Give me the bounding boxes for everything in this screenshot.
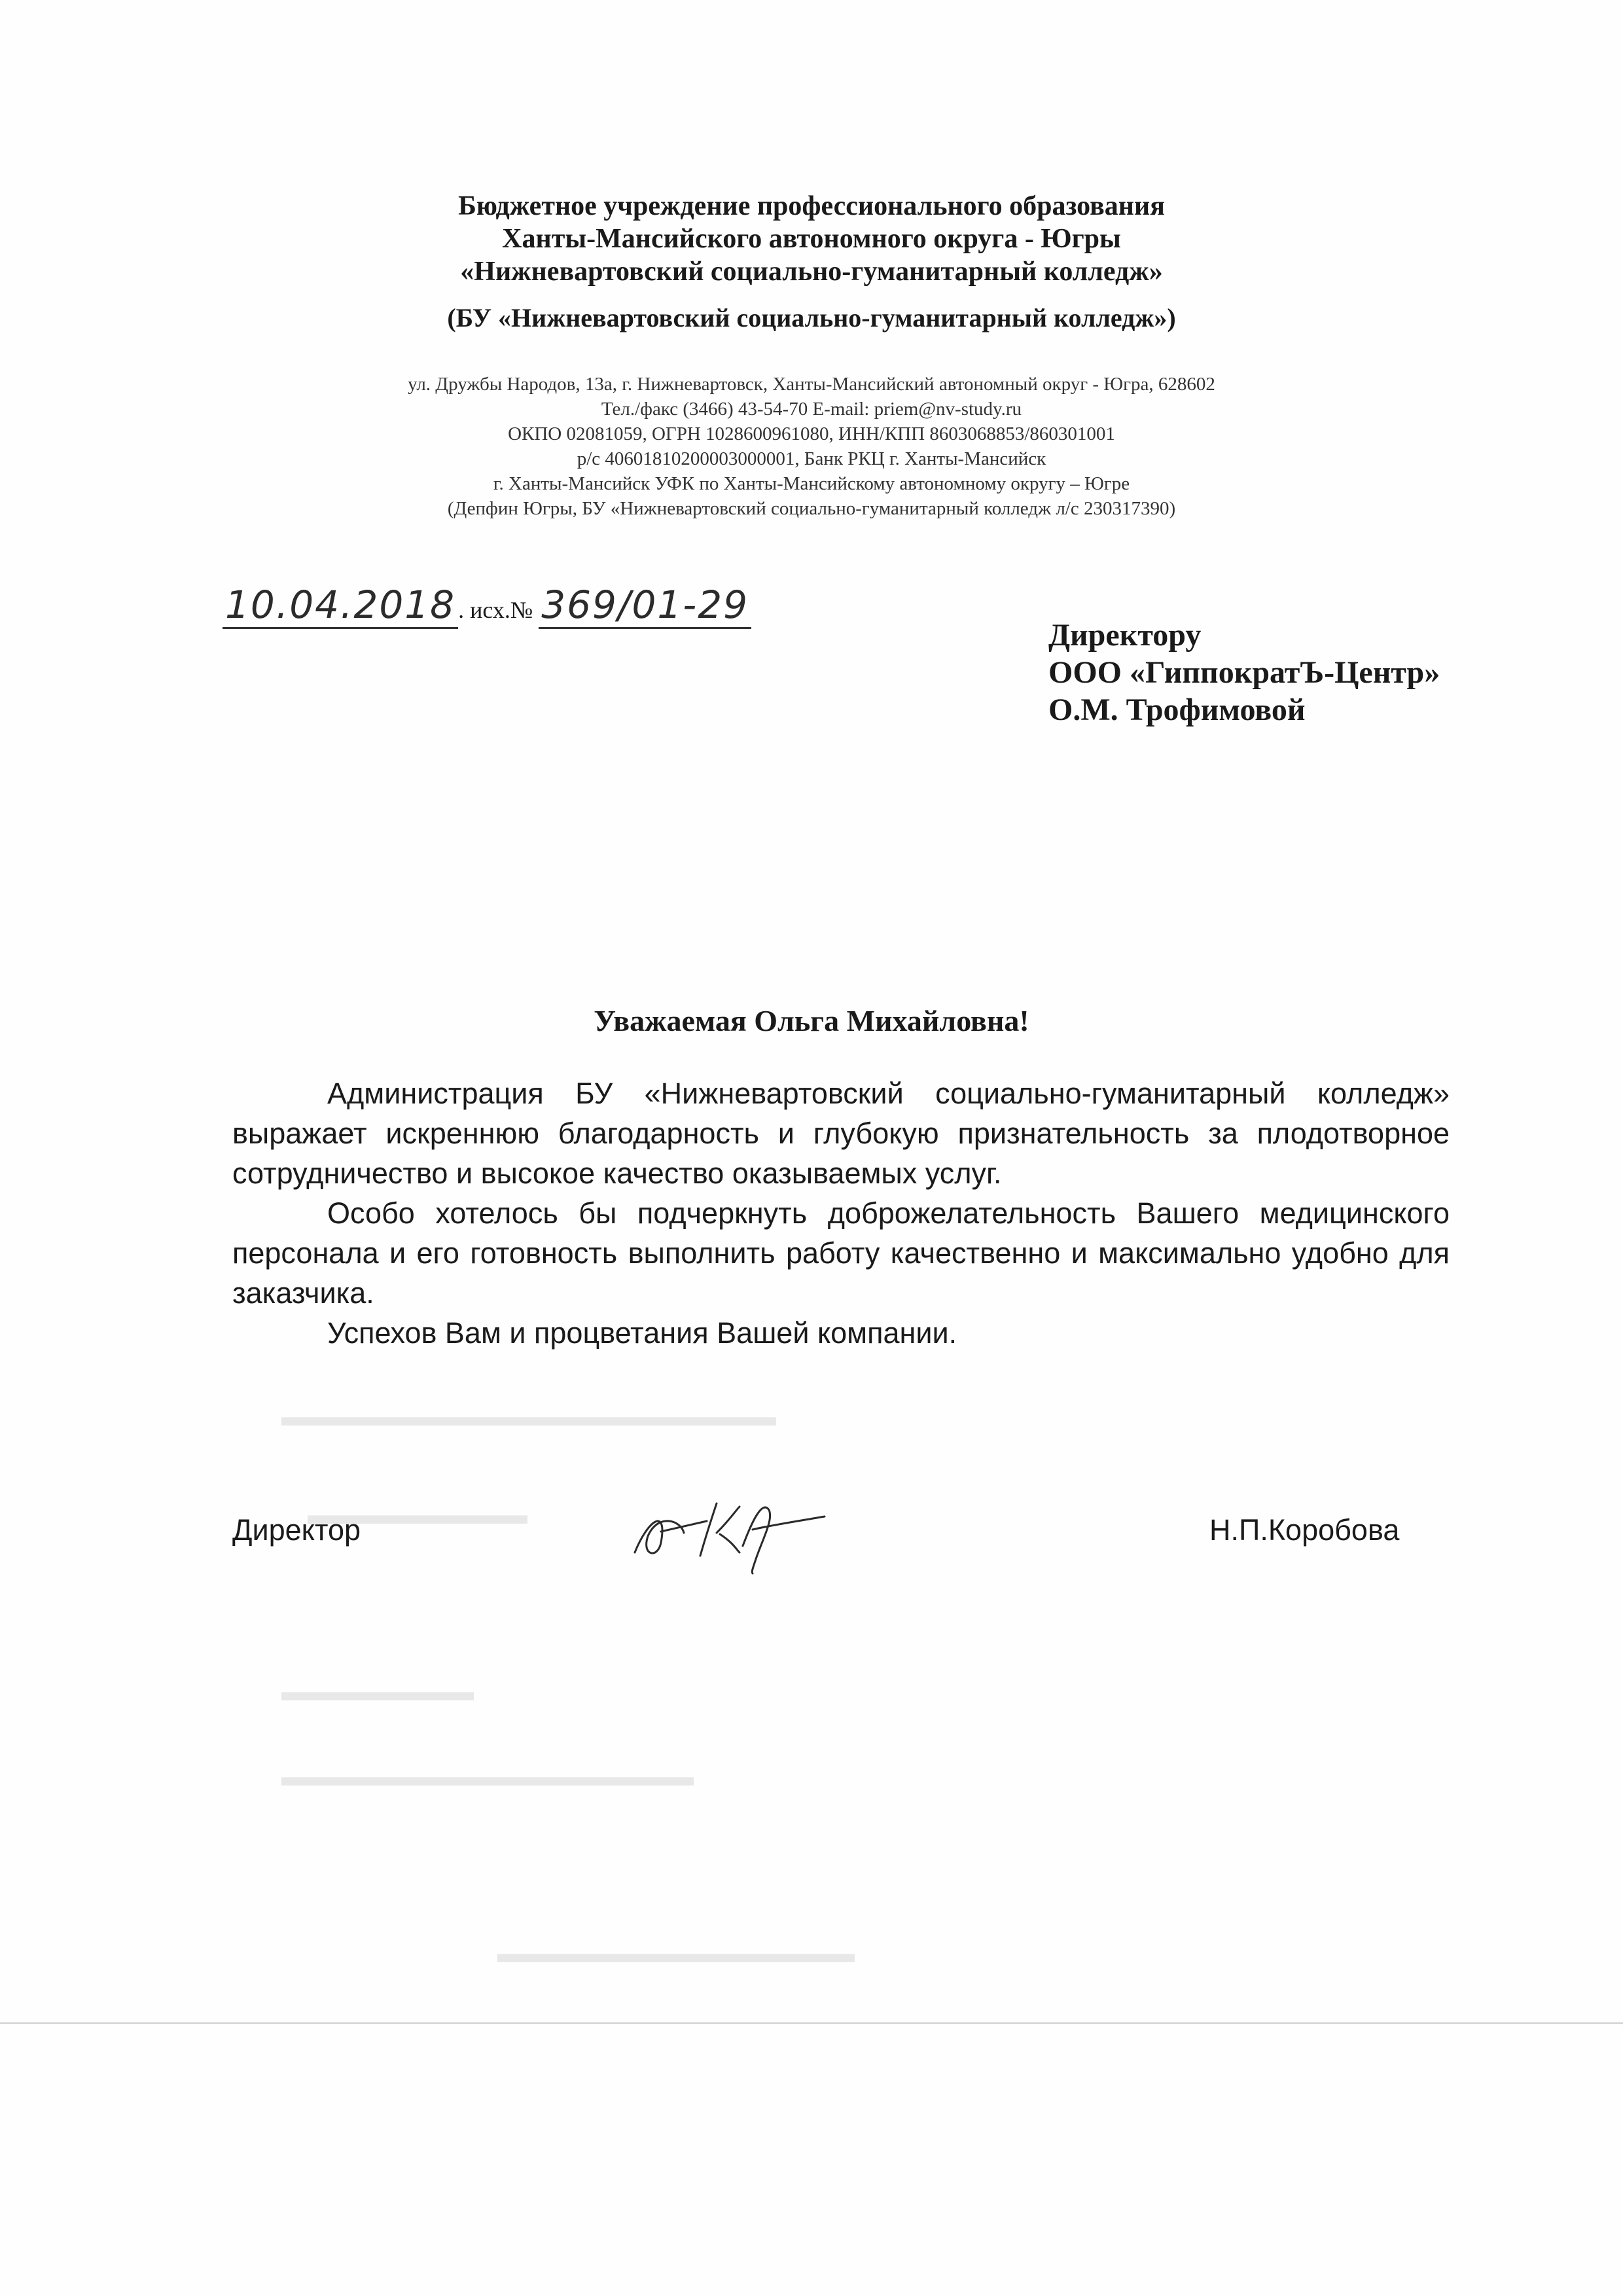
body-paragraph: Особо хотелось бы подчеркнуть доброжелательность Вашего медицинского персонала и его готовность выполнить работу качественно и максимально удобно для заказчика. bbox=[232, 1196, 1450, 1310]
details-address: ул. Дружбы Народов, 13а, г. Нижневартовск, Ханты-Мансийский автономный округ - Югра, 628602 bbox=[408, 374, 1215, 395]
institution-short-name: (БУ «Нижневартовский социально-гуманитарный колледж») bbox=[447, 303, 1176, 332]
body-paragraph: Успехов Вам и процветания Вашей компании. bbox=[327, 1316, 957, 1350]
show-through-mark: ▬▬▬▬▬▬▬▬▬▬▬▬▬▬▬ bbox=[281, 1761, 694, 1791]
registration-line bbox=[223, 583, 751, 629]
details-contacts: Тел./факс (3466) 43-54-70 E-mail: priem@nv-study.ru bbox=[601, 399, 1022, 420]
addressee-name: О.М. Трофимовой bbox=[1048, 692, 1306, 727]
signatory-name: Н.П.Коробова bbox=[1209, 1513, 1400, 1547]
greeting: Уважаемая Ольга Михайловна! bbox=[594, 1004, 1029, 1037]
handwritten-number: 369/01-29 bbox=[539, 583, 751, 629]
signatory-position: Директор bbox=[232, 1513, 361, 1547]
registration-label: . исх.№ bbox=[458, 597, 533, 623]
details-treasury: г. Ханты-Мансийск УФК по Ханты-Мансийскому автономному округу – Югре bbox=[493, 473, 1130, 494]
show-through-mark: ▬▬▬▬▬▬▬▬▬▬▬▬▬ bbox=[497, 1937, 855, 1968]
addressee-position: Директору bbox=[1048, 618, 1202, 653]
institution-region: Ханты-Мансийского автономного округа - Югры bbox=[502, 224, 1121, 254]
institution-name: «Нижневартовский социально-гуманитарный колледж» bbox=[460, 257, 1163, 287]
scan-edge-line bbox=[0, 2022, 1623, 2024]
handwritten-signature bbox=[622, 1480, 831, 1579]
details-account: р/с 40601810200003000001, Банк РКЦ г. Ханты-Мансийск bbox=[577, 448, 1046, 469]
show-through-mark: ▬▬▬▬▬▬▬▬ bbox=[308, 1499, 527, 1530]
show-through-mark: ▬▬▬▬▬▬▬ bbox=[281, 1676, 474, 1706]
addressee-company: ООО «ГиппократЪ-Центр» bbox=[1048, 655, 1440, 690]
details-codes: ОКПО 02081059, ОГРН 1028600961080, ИНН/КПП 8603068853/860301001 bbox=[508, 423, 1115, 444]
show-through-mark: ▬▬▬▬▬▬▬▬▬▬▬▬▬▬▬▬▬▬ bbox=[281, 1401, 776, 1431]
details-personal-account: (Депфин Югры, БУ «Нижневартовский социально-гуманитарный колледж л/с 230317390) bbox=[447, 498, 1176, 519]
letter-body bbox=[232, 1073, 1450, 1353]
body-paragraph: Администрация БУ «Нижневартовский социально-гуманитарный колледж» выражает искреннюю благодарность и глубокую признательность за плодотворное сотрудничество и высокое качество оказываемых услуг. bbox=[232, 1077, 1450, 1190]
handwritten-date: 10.04.2018 bbox=[223, 583, 458, 629]
addressee-block bbox=[1048, 617, 1440, 728]
institution-type: Бюджетное учреждение профессионального образования bbox=[458, 191, 1165, 221]
